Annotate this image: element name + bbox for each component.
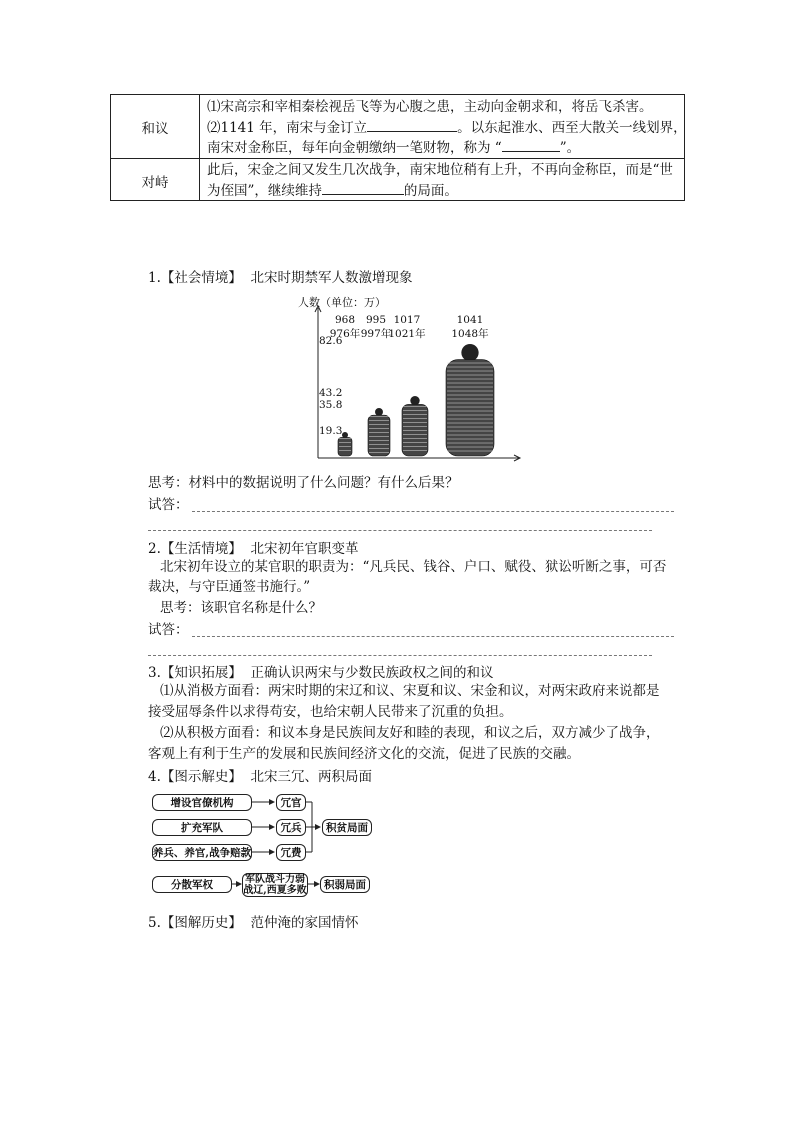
cause-box: 养兵、养官,战争赔款 (152, 844, 252, 861)
bar-soldier-body (368, 415, 390, 456)
section-5-heading: 5.【图解历史】 范仲淹的家国情怀 (148, 915, 359, 931)
effect-box: 冗费 (276, 844, 306, 861)
heyi-line-3: 南宋对金称臣，每年向金朝缴纳一笔财物，称为 “ ”。 (207, 137, 580, 158)
duizhi-line-1: 此后，宋金之间又发生几次战争，南宋地位稍有上升，不再向金称臣，而是“世 (207, 162, 673, 178)
mid-box: 军队战斗力弱 战辽,西夏多败 (243, 874, 307, 896)
y-axis-label: 人数（单位：万） (298, 296, 386, 309)
heyi-line-2: ⑵1141 年，南宋与金订立 。以东起淮水、西至大散关一线划界， (207, 117, 687, 138)
bar-soldier-head (461, 344, 478, 361)
section-4-heading: 4.【图示解史】 北宋三冗、两积局面 (148, 769, 372, 785)
section-2-heading: 2.【生活情境】 北宋初年官职变革 (148, 541, 359, 557)
cause-box: 扩充军队 (152, 819, 252, 836)
troop-chart (290, 292, 530, 462)
top-value-label: 1041 (456, 314, 484, 326)
section-3-text-2a: ⑵从积极方面看：和议本身是民族间友好和睦的表现，和议之后，双方减少了战争， (160, 725, 660, 741)
y-tick-label: 43.2 (319, 387, 343, 399)
section-2-answer-label: 试答： (148, 622, 189, 638)
y-tick-label: 19.3 (319, 425, 343, 437)
y-tick-label: 82.6 (319, 335, 343, 347)
section-3-text-1b: 接受屈辱条件以求得苟安，也给宋朝人民带来了沉重的负担。 (148, 704, 513, 720)
category-label: 1048年 (451, 328, 489, 340)
row-label-duizhi: 对峙 (141, 175, 169, 191)
section-1-answer-label: 试答： (148, 497, 189, 513)
result-box: 积贫局面 (322, 819, 372, 836)
top-value-label: 995 (365, 314, 387, 326)
table-divider (199, 95, 200, 200)
effect-box: 冗兵 (276, 819, 306, 836)
section-3-text-2b: 客观上有利于生产的发展和民族间经济文化的交流，促进了民族的交融。 (148, 746, 580, 762)
section-1-heading: 1.【社会情境】 北宋时期禁军人数激增现象 (148, 270, 413, 286)
fill-blank[interactable] (502, 137, 560, 152)
category-label: 1021年 (388, 328, 426, 340)
reform-table (110, 94, 685, 201)
bar-soldier-head (410, 396, 419, 405)
effect-box: 冗官 (276, 794, 306, 811)
category-label: 997年 (360, 328, 392, 340)
row-label-heyi: 和议 (141, 121, 169, 137)
cause-box: 增设官僚机构 (152, 794, 252, 811)
top-value-label: 968 (334, 314, 356, 326)
y-tick-label: 35.8 (319, 399, 343, 411)
category-label: 976年 (329, 328, 361, 340)
cause-box: 分散军权 (152, 876, 232, 893)
section-2-question: 思考：该职官名称是什么？ (160, 600, 322, 616)
heyi-line-1: ⑴宋高宗和宰相秦桧视岳飞等为心腹之患，主动向金朝求和，将岳飞杀害。 (207, 99, 653, 115)
section-3-heading: 3.【知识拓展】 正确认识两宋与少数民族政权之间的和议 (148, 665, 494, 681)
result-box: 积弱局面 (320, 876, 370, 893)
answer-line[interactable] (192, 511, 674, 512)
fill-blank[interactable] (367, 117, 457, 132)
bar-soldier-head (375, 408, 383, 416)
duizhi-line-2: 为侄国”，继续维持 的局面。 (207, 180, 458, 201)
table-divider (111, 158, 684, 159)
answer-line[interactable] (148, 655, 652, 656)
fill-blank[interactable] (322, 180, 404, 195)
section-1-question: 思考：材料中的数据说明了什么问题？有什么后果？ (148, 475, 459, 491)
top-value-label: 1017 (393, 314, 421, 326)
answer-line[interactable] (148, 530, 652, 531)
section-2-text-1: 北宋初年设立的某官职的职责为：“凡兵民、钱谷、户口、赋役、狱讼听断之事，可否 (160, 559, 667, 575)
answer-line[interactable] (192, 636, 674, 637)
section-2-text-2: 裁决，与守臣通签书施行。” (148, 579, 311, 595)
section-3-text-1a: ⑴从消极方面看：两宋时期的宋辽和议、宋夏和议、宋金和议，对两宋政府来说都是 (160, 683, 660, 699)
bar-soldier-body (446, 360, 494, 456)
